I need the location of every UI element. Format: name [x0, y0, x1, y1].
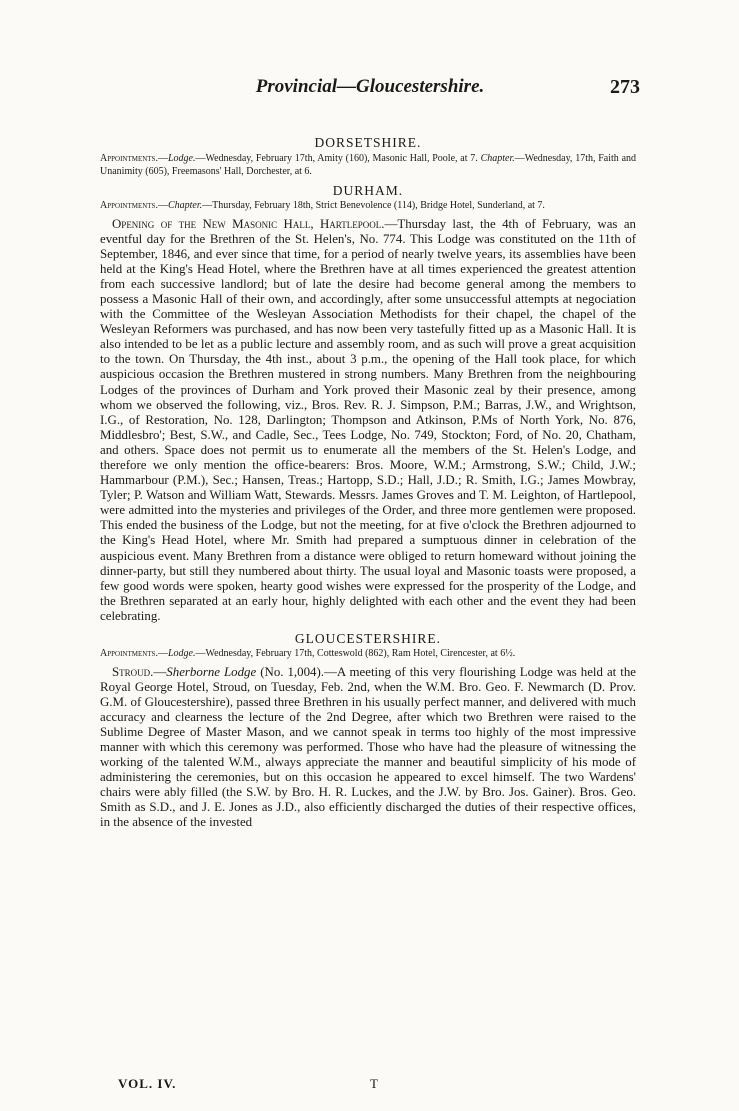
appointments-gloucestershire: Appointments.—Lodge.—Wednesday, February 17th, Cotteswold (862), Ram Hotel, Cirencester, at 6½. [100, 648, 516, 660]
paragraph-text: (No. 1,004).—A meeting of this very flourishing Lodge was held at the Royal George Hotel, Stroud, on Tuesday, Feb. 2nd, when the W.M. Bro. Geo. F. Newmarch (D. Prov. G.M. of Gloucestershire), passed three Brethren in his usually perfect manner, and delivered with much accuracy and clearness the lecture of the 2nd Degree, after which two Brethren were raised to the Sublime Degree of Master Mason, and we cannot speak in terms too highly of the most impressive manner with which this ceremony was performed. Those who have had the pleasure of witnessing the working of the talented W.M., always appreciate the manner and beautiful simplicity of his mode of administering the ceremonies, but on this occasion he appeared to excel himself. The two Wardens' chairs were ably filled (the S.W. by Bro. H. R. Luckes, and the J.W. by Bro. Jos. Gainer). Bros. Geo. Smith as S.D., and J. E. Jones as J.D., also efficiently discharged the duties of their respective offices, in the absence of the invested [100, 664, 636, 830]
signature-mark: T [370, 1076, 378, 1091]
volume-label: VOL. IV. [118, 1076, 177, 1091]
appointments-dorsetshire: Appointments.—Lodge.—Wednesday, February 17th, Amity (160), Masonic Hall, Poole, at 7. Chapter.—Wednesday, 17th, Faith and Unanimity (605), Freemasons' Hall, Dorchester, at 6. [100, 153, 637, 177]
page-header [100, 76, 640, 102]
stroud-report-paragraph: Stroud.—Sherborne Lodge (No. 1,004).—A meeting of this very flourishing Lodge was held at the Royal George Hotel, Stroud, on Tuesday, Feb. 2nd, when the W.M. Bro. Geo. F. Newmarch (D. Prov. G.M. of Gloucestershire), passed three Brethren in his usually perfect manner, and delivered with much accuracy and clearness the lecture of the 2nd Degree, after which two Brethren were raised to the Sublime Degree of Master Mason, and we cannot speak in terms too highly of the most impressive manner with which this ceremony was performed. Those who have had the pleasure of witnessing the working of the talented W.M., always appreciate the manner and beautiful simplicity of his mode of administering the ceremonies, but on this occasion he appeared to excel himself. The two Wardens' chairs were ably filled (the S.W. by Bro. H. R. Luckes, and the J.W. by Bro. Jos. Gainer). Bros. Geo. Smith as S.D., and J. E. Jones as J.D., also efficiently discharged the duties of their respective offices, in the absence of the invested [100, 664, 636, 830]
appointments-label: Appointments. [100, 200, 158, 211]
section-heading-durham: DURHAM. [332, 183, 404, 198]
paragraph-text: —Thursday last, the 4th of February, was an eventful day for the Brethren of the St. Helen's, No. 774. This Lodge was constituted on the 11th of September, 1846, and ever since that time, for a period of nearly twelve years, its assemblies have been held at the King's Head Hotel, where the Brethren have at all times experienced the greatest attention from each successive landlord; but of late the desire had become general among the members to possess a Masonic Hall of their own, and accordingly, after some unsuccessful attempts at negociation with the Committee of the Wesleyan Association Methodists for their chapel, the chapel of the Wesleyan Reformers was purchased, and has now been very tastefully fitted up as a Masonic Hall. It is also intended to be let as a public lecture and assembly room, and as such will prove a great acquisition to the town. On Thursday, the 4th inst., about 3 p.m., the opening of the Hall took place, for which auspicious occasion the Brethren mustered in strong numbers. Many Brethren from the neighbouring Lodges of the provinces of Durham and York proved their Masonic zeal by their presence, among whom we observed the following, viz., Bros. Rev. R. J. Simpson, P.M.; Barras, J.W., and Wrightson, I.G., of Restoration, No. 128, Darlington; Thompson and Atkinson, P.Ms of North York, No. 876, Middlesbro'; Best, S.W., and Cadle, Sec., Tees Lodge, No. 749, Stockton; Ford, of No. 20, Chatham, and others. Space does not permit us to enumerate all the members of the St. Helen's Lodge, and therefore we only mention the office-bearers: Bros. Moore, W.M.; Armstrong, S.W.; Child, J.W.; Hammarbour (P.M.), Sec.; Hansen, Treas.; Hartopp, S.D.; Hall, J.D.; R. Smith, I.G.; James Mowbray, Tyler; P. Watson and William Watt, Stewards. Messrs. James Groves and T. M. Leighton, of Hartlepool, were admitted into the mysteries and privileges of the Order, and three more gentlemen were proposed. This ended the business of the Lodge, but not the meeting, for at five o'clock the Brethren adjourned to the King's Head Hotel, where Mr. Smith had prepared a sumptuous dinner in celebration of the auspicious event. Many Brethren from a distance were obliged to return homeward without joining the dinner-party, but still they numbered about thirty. The usual loyal and Masonic toasts were proposed, a few good words were spoken, hearty good wishes were expressed for the prosperity of the Lodge, and the Brethren separated at an early hour, highly delighted with each other and the event they had been celebrating. [100, 216, 636, 623]
chapter-label: Chapter. [480, 153, 515, 164]
page-number: 273 [610, 76, 640, 98]
paragraph-lead: Opening of the New Masonic Hall, Hartlepool. [112, 216, 385, 231]
paragraph-lead: Stroud. [112, 664, 154, 679]
section-heading-dorsetshire: DORSETSHIRE. [314, 135, 422, 150]
appointments-durham: Appointments.—Chapter.—Thursday, February 18th, Strict Benevolence (114), Bridge Hotel, Sunderland, at 7. [100, 200, 545, 211]
section-heading-gloucestershire: GLOUCESTERSHIRE. [294, 631, 442, 647]
running-title: Provincial—Gloucestershire. [255, 76, 485, 97]
article-body [100, 134, 636, 831]
lodge-appointment-text: —Wednesday, February 17th, Cotteswold (862), Ram Hotel, Cirencester, at 6½. [195, 648, 516, 660]
appointments-label: Appointments. [100, 153, 158, 164]
lodge-label: Lodge. [167, 153, 196, 164]
chapter-appointment-text: —Wednesday, 17th, Faith and Unanimity (605), Freemasons' Hall, Dorchester, at 6. [100, 153, 637, 177]
chapter-appointment-text: —Thursday, February 18th, Strict Benevolence (114), Bridge Hotel, Sunderland, at 7. [202, 200, 545, 211]
chapter-label: Chapter. [167, 200, 203, 211]
page-footer [118, 1076, 418, 1092]
lodge-name: Sherborne Lodge [166, 664, 257, 679]
lodge-appointment-text: —Wednesday, February 17th, Amity (160), Masonic Hall, Poole, at 7. [195, 153, 478, 164]
lodge-label: Lodge. [167, 648, 196, 660]
appointments-label: Appointments. [100, 648, 158, 660]
hartlepool-report-paragraph [100, 217, 636, 625]
